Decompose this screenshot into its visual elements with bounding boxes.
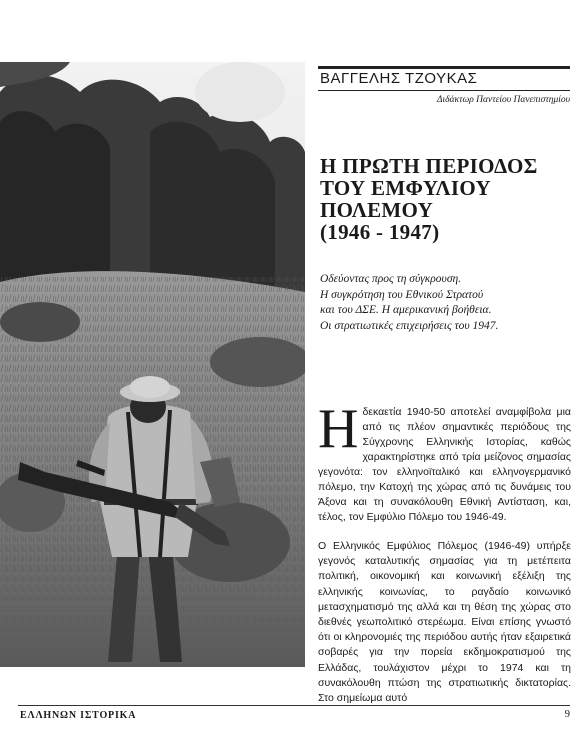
article-subtitle [320,272,580,334]
subtitle-line: Οι στρατιωτικές επιχειρήσεις του 1947. [320,319,499,332]
footer-publication-title: ΕΛΛΗΝΩΝ ΙΣΤΟΡΙΚΑ [20,710,137,721]
body-paragraph-1 [318,398,571,525]
subtitle-line: Οδεύοντας προς τη σύγκρουση. [320,273,462,285]
page-number: 9 [564,709,570,720]
title-line: ΤΟΥ ΕΜΦΥΛΙΟΥ [320,176,491,200]
soldier-photo [0,62,305,667]
subtitle-line: και του ΔΣΕ. Η αμερικανική βοήθεια. [320,304,492,316]
body-paragraph-2: Ο Ελληνικός Εμφύλιος Πόλεμος (1946-49) υπήρξε γεγονός καταλυτικής σημασίας για τη μετέπειτα πολιτική, οικονομική και κοινωνική εξέλιξη της ελληνικής κοινωνίας, το ραγδαίο κοινωνικό μετασχηματισμό της αλλά και τη θέση της χώρας στο διεθνές γεωπολιτικό στερέωμα. Είναι επίσης γνωστό ότι οι κληρονομιές της περιόδου αυτής ήταν εξαιρετικά σοβαρές για την πορεία εκδημοκρατισμού της Ελλάδας, τουλάχιστον μέχρι το 1974 και τη συνακόλουθη πτώση της στρατιωτικής δικτατορίας. Στο σημείωμα αυτό [318,540,571,705]
subtitle-line: Η συγκρότηση του Εθνικού Στρατού [320,288,484,301]
author-top-rule [318,66,570,69]
paragraph-text: δεκαετία 1940-50 αποτελεί αναμφίβολα μια από τις πλέον σημαντικές περιόδους της Σύγχρονης Ελληνικής Ιστορίας, καθώς χαρακτηρίστηκε από τρία μείζονος σημασίας γεγονότα: τον ελληνοϊταλικό και ελληνογερμανικό πόλεμο, την Κατοχή της χώρας από τις δυνάμεις του Άξονα και τη συνακόλουθη Εθνική Αντίσταση, και, τέλος, τον Εμφύλιο Πόλεμο του 1946-49. [318,406,571,523]
author-name: ΒΑΓΓΕΛΗΣ ΤΖΟΥΚΑΣ [320,70,478,87]
author-bottom-rule [318,90,570,91]
author-affiliation: Διδάκτωρ Παντείου Πανεπιστημίου [436,95,570,105]
title-line: Η ΠΡΩΤΗ ΠΕΡΙΟΔΟΣ [320,154,538,178]
drop-cap: Η [318,398,359,460]
title-line: (1946 - 1947) [320,220,440,244]
title-line: ΠΟΛΕΜΟΥ [320,198,434,222]
footer-rule [18,705,570,706]
article-title [320,155,570,243]
